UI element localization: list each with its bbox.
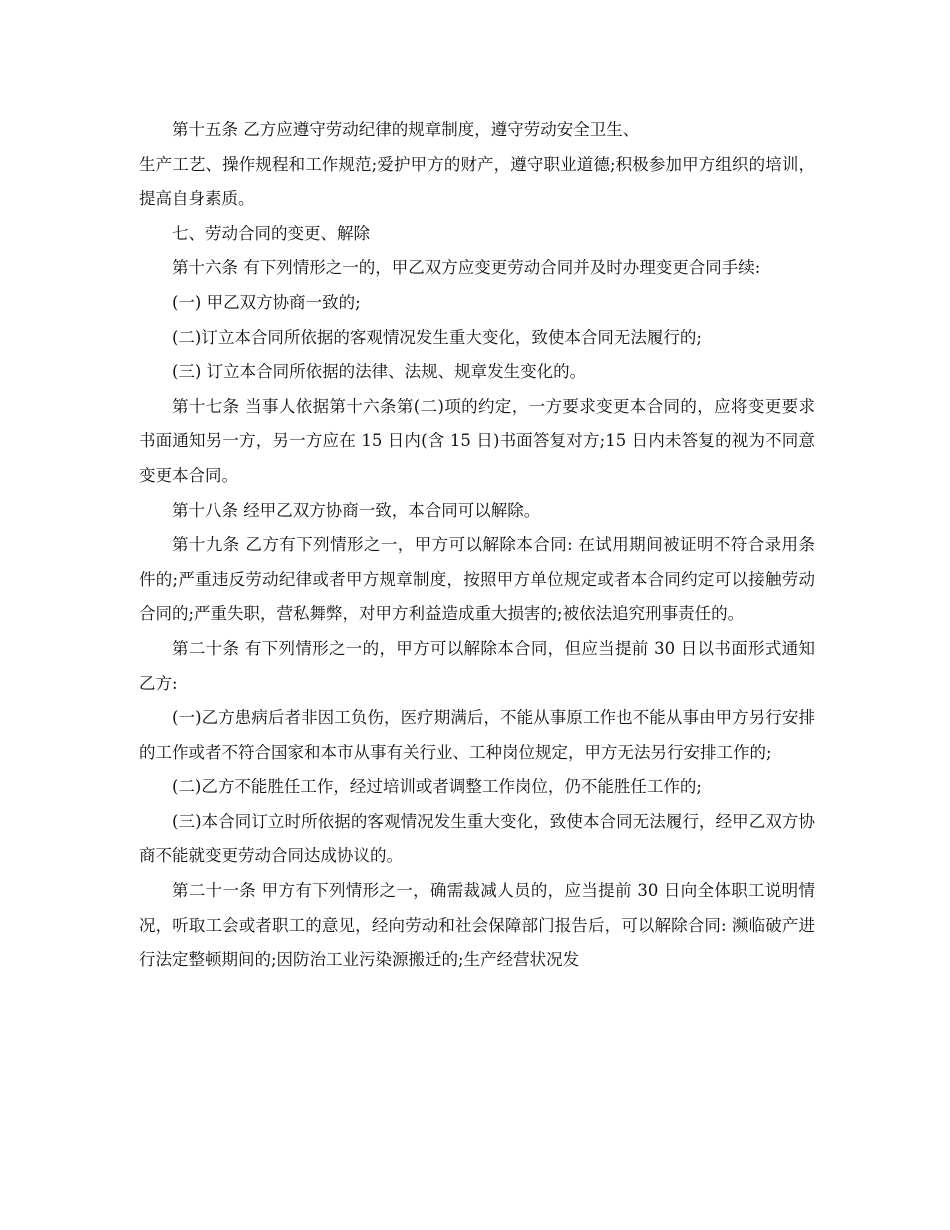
list-item-16-3: (三) 订立本合同所依据的法律、法规、规章发生变化的。 [172,362,587,382]
paragraph-article-20: 第二十条 有下列情形之一的，甲方可以解除本合同，但应当提前 30 日以书面形式通知乙方: [139,638,815,693]
list-item-16-2: (二)订立本合同所依据的客观情况发生重大变化，致使本合同无法履行的; [172,327,702,347]
section-heading-change-termination: 七、劳动合同的变更、解除 [172,223,370,243]
paragraph-article-15: 第十五条 乙方应遵守劳动纪律的规章制度，遵守劳动安全卫生、 [172,120,640,139]
paragraph-article-18: 第十八条 经甲乙双方协商一致，本合同可以解除。 [172,500,541,520]
paragraph-article-21: 第二十一条 甲方有下列情形之一，确需裁减人员的，应当提前 30 日向全体职工说明情况，听取工会或者职工的意见，经向劳动和社会保障部门报告后，可以解除合同: 濒临破产进行法定整顿期间的;因防治工业污染源搬迁的;生产经营状况发 [139,881,815,970]
list-item-20-1: (一)乙方患病后者非因工负伤，医疗期满后，不能从事原工作也不能从事由甲方另行安排的工作或者不符合国家和本市从事有关行业、工种岗位规定，甲方无法另行安排工作的; [139,708,815,762]
paragraph-article-16: 第十六条 有下列情形之一的，甲乙双方应变更劳动合同并及时办理变更合同手续: [172,258,761,278]
paragraph-article-19: 第十九条 乙方有下列情形之一，甲方可以解除本合同: 在试用期间被证明不符合录用条件的;严重违反劳动纪律或者甲方规章制度，按照甲方单位规定或者本合同约定可以接触劳动合同的;严重失职，营私舞弊，对甲方利益造成重大损害的;被依法追究刑事责任的。 [139,535,815,624]
list-item-20-2: (二)乙方不能胜任工作，经过培训或者调整工作岗位，仍不能胜任工作的; [172,777,702,797]
list-item-20-3: (三)本合同订立时所依据的客观情况发生重大变化，致使本合同无法履行，经甲乙双方协商不能就变更劳动合同达成协议的。 [139,811,815,866]
paragraph-article-15-continued: 生产工艺、操作规程和工作规范;爱护甲方的财产，遵守职业道德;积极参加甲方组织的培训，提高自身素质。 [139,154,815,209]
list-item-16-1: (一) 甲乙双方协商一致的; [172,292,361,312]
paragraph-article-17: 第十七条 当事人依据第十六条第(二)项的约定，一方要求变更本合同的，应将变更要求书面通知另一方，另一方应在 15 日内(含 15 日)书面答复对方;15 日内未答复的视为不同意变更本合同。 [139,396,815,485]
contract-body [139,113,815,978]
